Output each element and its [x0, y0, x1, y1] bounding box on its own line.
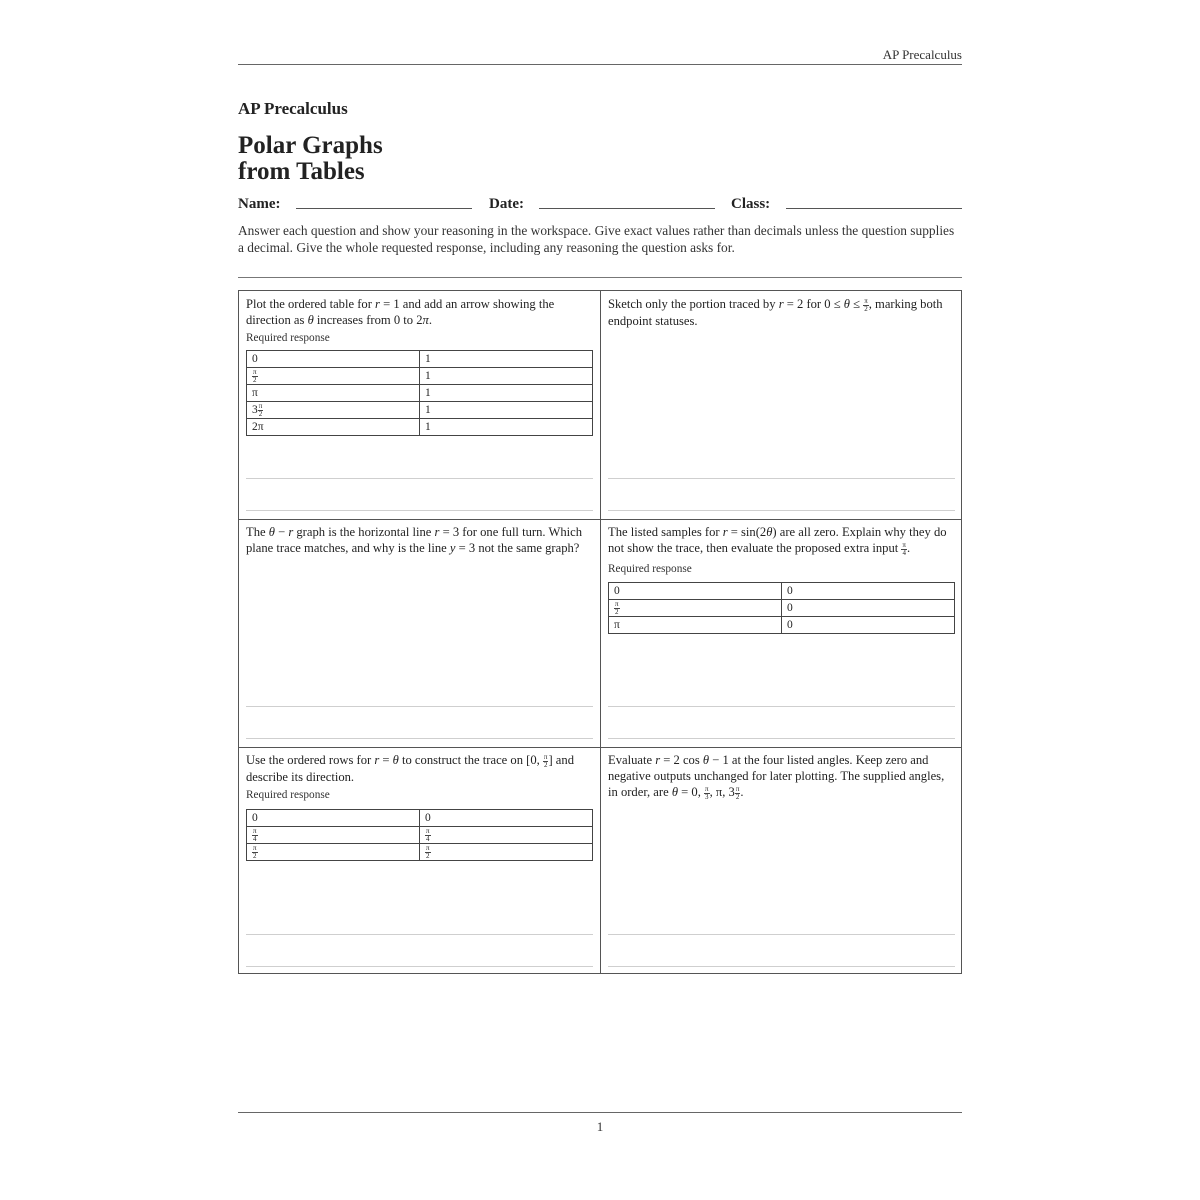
table-cell[interactable]: π — [247, 385, 420, 402]
writing-line[interactable] — [246, 706, 593, 707]
table-cell[interactable]: 1 — [420, 402, 593, 419]
writing-line[interactable] — [246, 510, 593, 511]
running-head: AP Precalculus — [882, 47, 962, 62]
writing-line[interactable] — [246, 966, 593, 967]
table-row — [247, 368, 593, 385]
question-cell-6 — [601, 747, 963, 975]
question-prompt: Sketch only the portion traced by r = 2 for 0 ≤ θ ≤ $\frac{\pi}{2}$ , marking both endpoint statuses. — [608, 296, 943, 328]
writing-line[interactable] — [608, 706, 955, 707]
table-cell[interactable]: 0 — [609, 583, 782, 600]
class-field[interactable] — [786, 208, 962, 209]
table-cell[interactable]: $\frac{\pi}{4}$ — [420, 827, 593, 844]
table-cell[interactable]: $\frac{\pi}{2}$ — [609, 600, 782, 617]
page-title — [238, 133, 383, 185]
question-cell-2 — [601, 291, 963, 519]
question-cell-1 — [239, 291, 601, 519]
writing-line[interactable] — [246, 738, 593, 739]
writing-line[interactable] — [608, 478, 955, 479]
date-label: Date: — [489, 196, 524, 212]
response-table — [246, 809, 593, 861]
table-cell[interactable]: 1 — [420, 368, 593, 385]
name-label: Name: — [238, 196, 281, 212]
header-rule — [238, 64, 962, 65]
table-row — [247, 385, 593, 402]
table-cell[interactable]: 0 — [247, 810, 420, 827]
table-cell[interactable]: 0 — [782, 583, 955, 600]
title-line-1: Polar Graphs — [238, 132, 383, 159]
writing-line[interactable] — [246, 934, 593, 935]
table-cell[interactable]: 0 — [782, 600, 955, 617]
writing-line[interactable] — [608, 738, 955, 739]
response-table — [608, 582, 955, 634]
table-cell[interactable]: 3 $\frac{\pi}{2}$ — [247, 402, 420, 419]
table-row — [247, 827, 593, 844]
table-row — [609, 600, 955, 617]
question-prompt: Evaluate r = 2 cos θ − 1 at the four listed angles. Keep zero and negative outputs unchanged for later plotting. The supplied angles, in order, are θ = 0, $\frac{\pi}{3}$ , π, 3 $\frac{\pi}{2}$ . — [608, 753, 945, 801]
table-cell[interactable]: 0 — [782, 617, 955, 634]
footer-rule — [238, 1112, 962, 1113]
table-cell[interactable]: 0 — [420, 810, 593, 827]
table-cell[interactable]: $\frac{\pi}{4}$ — [247, 827, 420, 844]
course-name: AP Precalculus — [238, 99, 348, 118]
table-cell[interactable]: $\frac{\pi}{2}$ — [247, 368, 420, 385]
question-prompt: Use the ordered rows for r = θ to construct the trace on [0, $\frac{\pi}{2}$ ] and describe its direction. — [246, 752, 574, 784]
table-cell[interactable]: 0 — [247, 351, 420, 368]
table-cell[interactable]: 1 — [420, 419, 593, 436]
question-cell-4 — [601, 519, 963, 747]
table-row — [247, 402, 593, 419]
required-response-label: Required response — [246, 788, 330, 801]
table-row — [609, 583, 955, 600]
table-row — [247, 419, 593, 436]
question-prompt: The θ − r graph is the horizontal line r = 3 for one full turn. Which plane trace matches, and why is the line y = 3 not the same graph? — [246, 525, 583, 555]
table-cell[interactable]: 2π — [247, 419, 420, 436]
writing-line[interactable] — [246, 478, 593, 479]
instructions: Answer each question and show your reasoning in the workspace. Give exact values rather than decimals unless the question supplies a decimal. Give the whole requested response, including any reasoning the question asks for. — [238, 223, 955, 255]
table-cell[interactable]: $\frac{\pi}{2}$ — [420, 844, 593, 861]
title-line-2: from Tables — [238, 158, 365, 185]
date-field[interactable] — [539, 208, 715, 209]
question-prompt: Plot the ordered table for r = 1 and add an arrow showing the direction as θ increases from 0 to 2π. — [246, 297, 555, 327]
writing-line[interactable] — [608, 510, 955, 511]
writing-line[interactable] — [608, 966, 955, 967]
table-row — [609, 617, 955, 634]
question-cell-5 — [239, 747, 601, 975]
instructions-rule — [238, 277, 962, 278]
name-field[interactable] — [296, 208, 472, 209]
required-response-label: Required response — [246, 332, 330, 344]
table-cell[interactable]: 1 — [420, 351, 593, 368]
table-cell[interactable]: π — [609, 617, 782, 634]
question-cell-3 — [239, 519, 601, 747]
class-label: Class: — [731, 196, 771, 212]
table-row — [247, 351, 593, 368]
table-cell[interactable]: 1 — [420, 385, 593, 402]
table-row — [247, 810, 593, 827]
question-grid — [238, 290, 962, 974]
table-cell[interactable]: $\frac{\pi}{2}$ — [247, 844, 420, 861]
response-table — [246, 350, 593, 436]
table-row — [247, 844, 593, 861]
required-response-label: Required response — [608, 562, 692, 575]
writing-line[interactable] — [608, 934, 955, 935]
question-prompt: The listed samples for r = sin(2θ) are all zero. Explain why they do not show the trace, then evaluate the proposed extra input $\frac{\pi}{4}$ . — [608, 525, 947, 557]
page-number: 1 — [596, 1119, 604, 1134]
